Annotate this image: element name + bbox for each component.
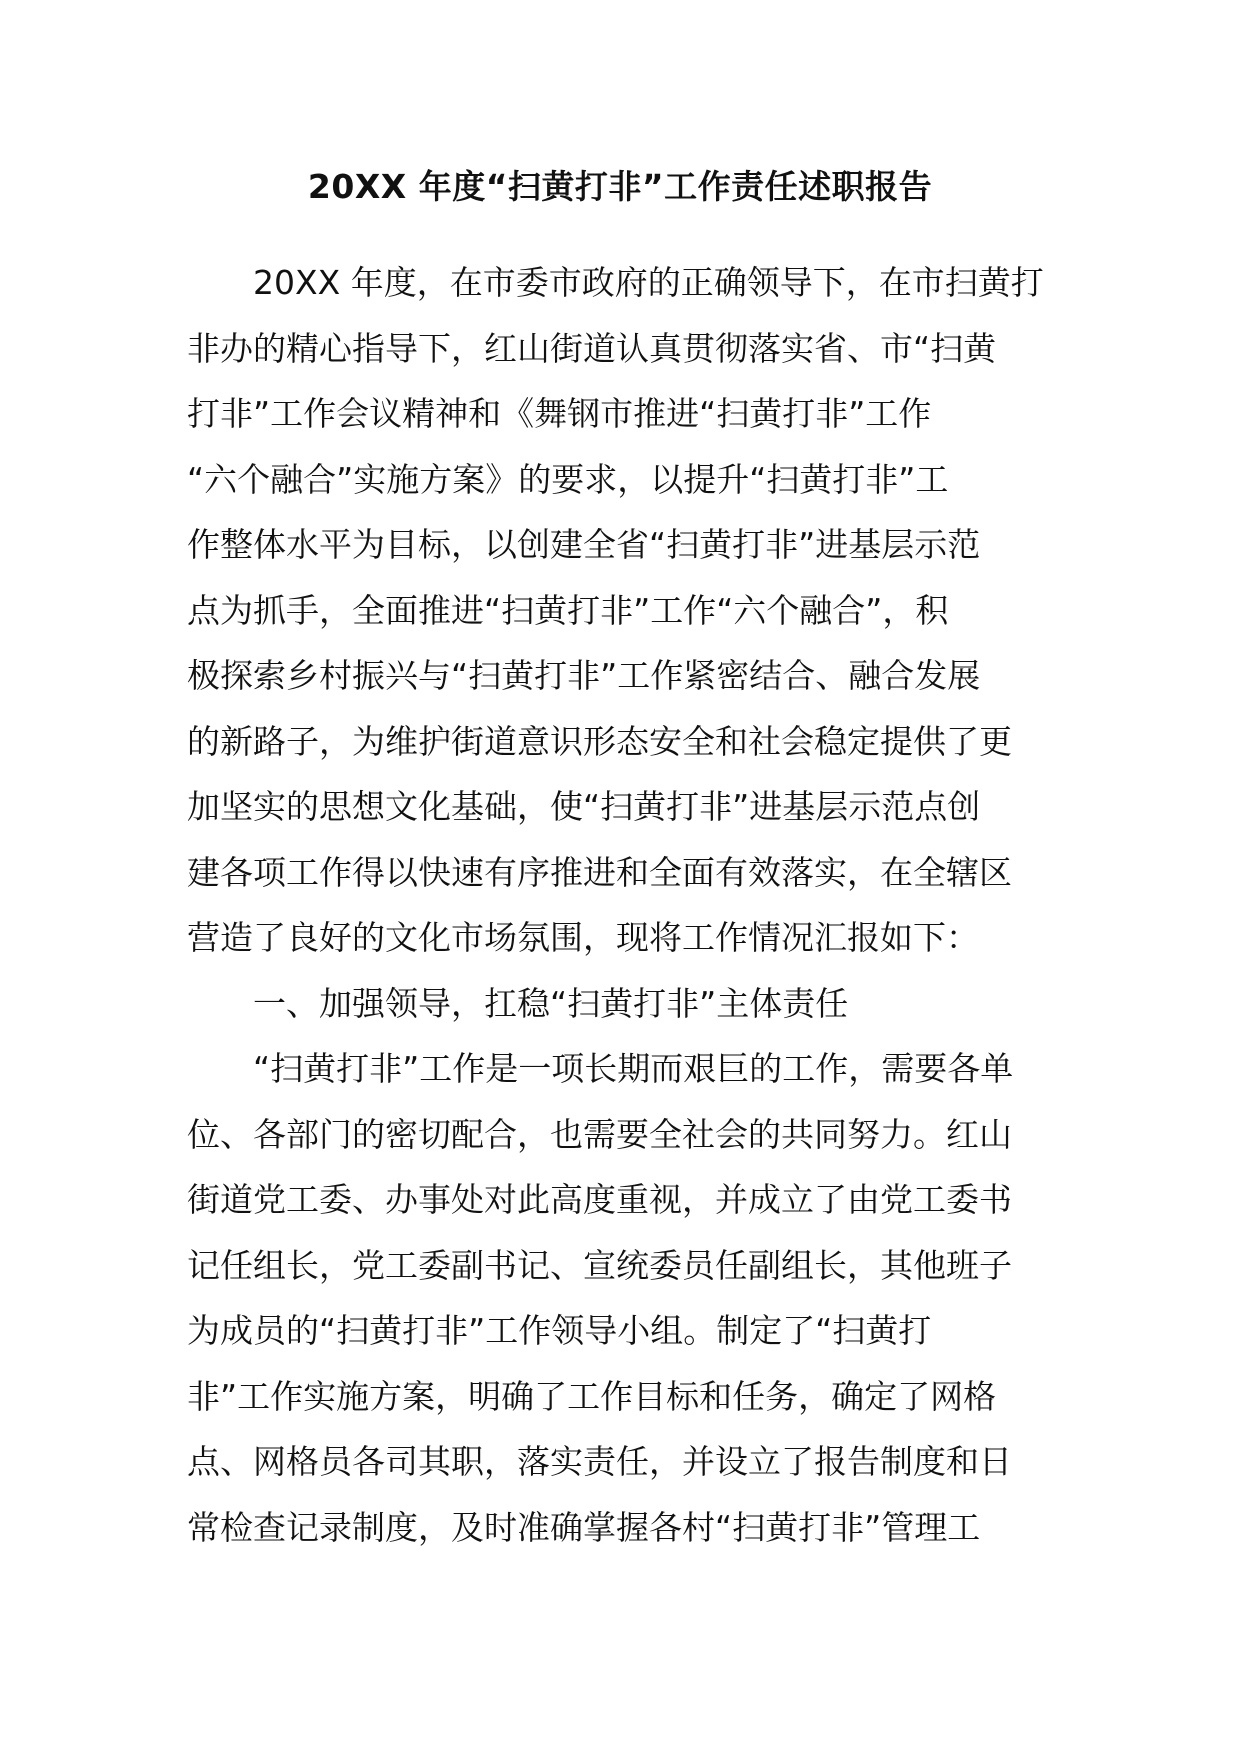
paragraph-line: “六个融合”实施方案》的要求，以提升“扫黄打非”工 (187, 459, 949, 499)
paragraph-line: 常检查记录制度，及时准确掌握各村“扫黄打非”管理工 (187, 1507, 981, 1547)
paragraph-line: 加坚实的思想文化基础，使“扫黄打非”进基层示范点创 (187, 787, 981, 826)
document-title: 20XX 年度“扫黄打非”工作责任述职报告 (307, 167, 933, 206)
paragraph-line: 点、网格员各司其职，落实责任，并设立了报告制度和日 (187, 1442, 1012, 1481)
section-heading: 一、加强领导，扛稳“扫黄打非”主体责任 (253, 983, 849, 1023)
paragraph-line: 街道党工委、办事处对此高度重视，并成立了由党工委书 (187, 1180, 1012, 1219)
paragraph-line: 非办的精心指导下，红山街道认真贯彻落实省、市“扫黄 (187, 328, 997, 368)
paragraph-line: 非”工作实施方案，明确了工作目标和任务，确定了网格 (187, 1376, 997, 1416)
paragraph-line: 营造了良好的文化市场氛围，现将工作情况汇报如下： (187, 918, 979, 957)
paragraph-line: 记任组长，党工委副书记、宣统委员任副组长，其他班子 (187, 1245, 1012, 1285)
paragraph-line: 作整体水平为目标，以创建全省“扫黄打非”进基层示范 (187, 525, 981, 564)
paragraph-line: 位、各部门的密切配合，也需要全社会的共同努力。红山 (187, 1114, 1012, 1154)
document-body (187, 250, 1240, 1560)
paragraph-line: 极探索乡村振兴与“扫黄打非”工作紧密结合、融合发展 (187, 656, 981, 695)
paragraph-line: 建各项工作得以快速有序推进和全面有效落实，在全辖区 (187, 852, 1012, 892)
paragraph-line: 的新路子，为维护街道意识形态安全和社会稳定提供了更 (187, 721, 1012, 761)
paragraph-line: 点为抓手，全面推进“扫黄打非”工作“六个融合”，积 (187, 590, 949, 630)
paragraph-line: 20XX 年度，在市委市政府的正确领导下，在市扫黄打 (253, 263, 1044, 302)
paragraph-line: 打非”工作会议精神和《舞钢市推进“扫黄打非”工作 (187, 394, 932, 433)
paragraph-line: “扫黄打非”工作是一项长期而艰巨的工作，需要各单 (253, 1049, 1014, 1088)
paragraph-line: 为成员的“扫黄打非”工作领导小组。制定了“扫黄打 (187, 1311, 932, 1350)
